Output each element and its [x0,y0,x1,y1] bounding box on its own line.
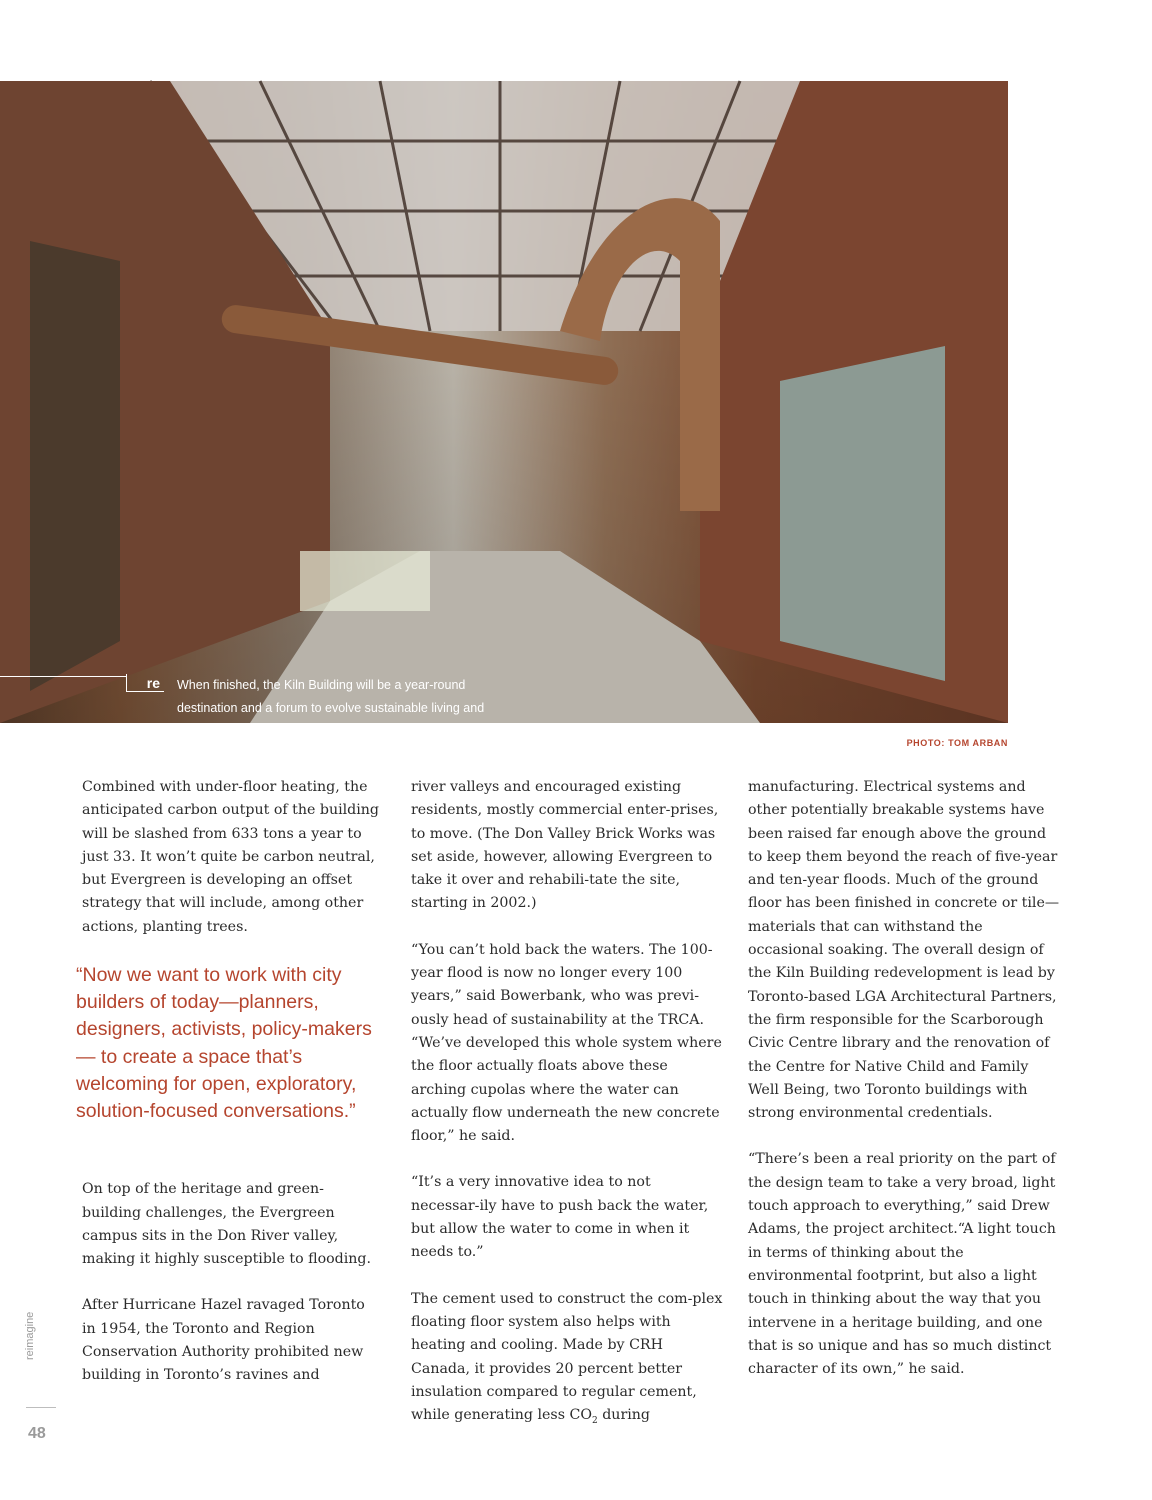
photo-caption: When finished, the Kiln Building will be a year-round destination and a forum to evolve sustainable living and building approaches in the 21st century. [177,678,485,738]
kiln-building-photo [0,81,1008,738]
magazine-name: reimagine [24,1311,36,1360]
paragraph [411,1288,723,1434]
paragraph: On top of the heritage and green-building challenges, the Evergreen campus sits in the Don River valley, making it highly susceptible to flooding. [82,1181,372,1268]
paragraph: “It’s a very innovative idea to not necessar-ily have to push back the water, but allow the water to come in when it needs to.” [411,1174,709,1261]
paragraph: “You can’t hold back the waters. The 100-year flood is now no longer every 100 years,” said Bowerbank, who was previ-ously head of sustainability at the TRCA. “We’ve developed this whole system where the floor actually floats above these arching cupolas where the water can actually flow underneath the new concrete floor,” he said. [411,941,722,1145]
column-1 [76,776,382,1411]
paragraph: manufacturing. Electrical systems and other potentially breakable systems have been raised far enough above the ground to keep them beyond the reach of five-year and ten-year floods. Much of the ground floor has been finished in concrete or tile— materials that can withstand the occasional soaking. The overall design of the Kiln Building redevelopment is lead by Toronto-based LGA Architectural Partners, the firm responsible for the Scarborough Civic Centre library and the renovation of the Centre for Native Child and Family Well Being, two Toronto buildings with strong environmental credentials. [748,779,1060,1122]
photo-credit: PHOTO: TOM ARBAN [906,738,1008,748]
paragraph: Combined with under-floor heating, the anticipated carbon output of the building will be slashed from 633 tons a year to just 33. It won’t quite be carbon neutral, but Evergreen is developing an offset strategy that will include, among other actions, planting trees. [82,779,379,935]
column-3 [748,776,1060,1404]
caption-rule [0,676,126,677]
photo-illustration [0,81,1008,723]
paragraph-text: during [597,1407,650,1424]
paragraph-text: The cement used to construct the com-plex floating floor system also helps with heating and cooling. Made by CRH Canada, it provides 20 percent better insulation compared to regular cement, while generating less CO [411,1290,723,1424]
pull-quote: “Now we want to work with city builders of today—planners, designers, activists, policy-makers— to create a space that’s welcoming for open, exploratory, solution-focused conversations.” [76,964,372,1123]
paragraph: “There’s been a real priority on the part of the design team to take a very broad, light touch approach to everything,” said Drew Adams, the project architect.“A light touch in terms of thinking about the environmental footprint, but also a light touch in thinking about the way that you intervene in a heritage building, and one that is so unique and has so much distinct character of its own,” he said. [748,1151,1056,1378]
paragraph: river valleys and encouraged existing residents, mostly commercial enter-prises, to move. (The Don Valley Brick Works was set aside, however, allowing Evergreen to take it over and rehabili-tate the site, starting in 2002.) [411,779,719,912]
footer-rule [26,1407,56,1408]
paragraph: After Hurricane Hazel ravaged Toronto in 1954, the Toronto and Region Conservation Authority prohibited new building in Toronto’s ravines and [82,1297,365,1384]
caption-tag: re [126,674,164,692]
column-2 [411,776,723,1456]
subscript: 2 [591,1415,598,1426]
page-number: 48 [28,1425,46,1442]
